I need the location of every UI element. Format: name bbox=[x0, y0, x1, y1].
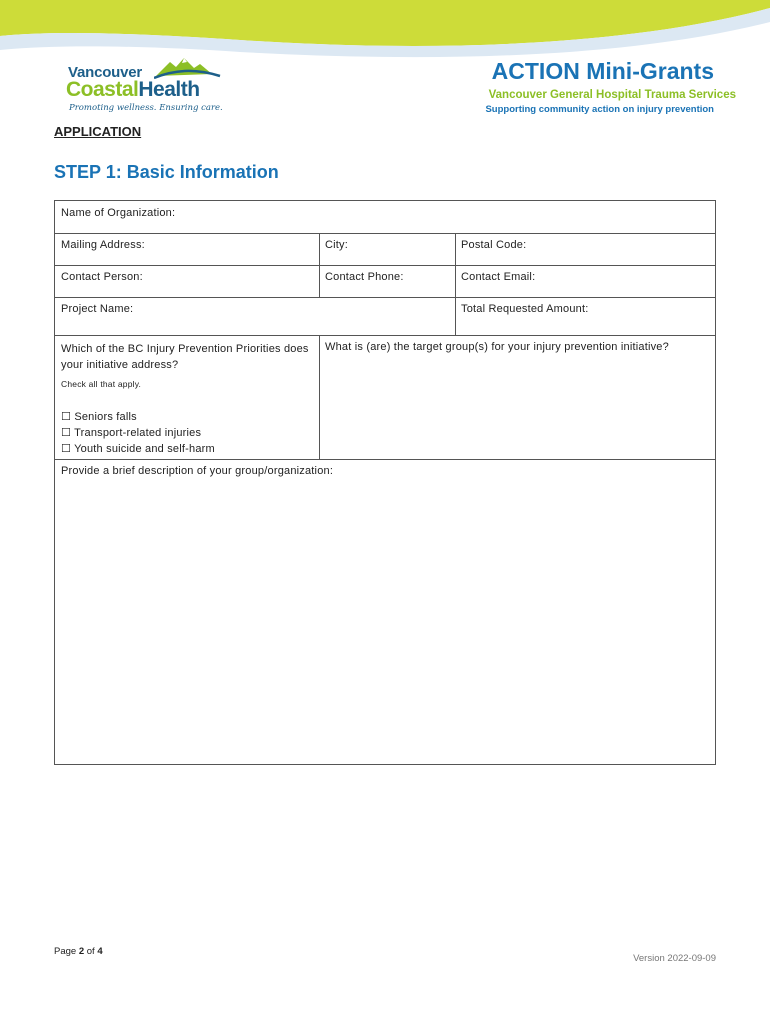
priorities-options bbox=[61, 409, 313, 457]
step-title: STEP 1: Basic Information bbox=[54, 162, 279, 182]
priorities-question: Which of the BC Injury Prevention Priorities does your initiative address? bbox=[61, 343, 309, 371]
logo-line1: Vancouver bbox=[68, 64, 143, 81]
priorities-note: Check all that apply. bbox=[61, 379, 142, 389]
mailing-address-field[interactable]: Mailing Address: bbox=[61, 239, 145, 251]
priority-option-seniors-falls[interactable]: ☐ Seniors falls bbox=[61, 411, 137, 423]
contact-email-field[interactable]: Contact Email: bbox=[461, 271, 536, 283]
vch-logo bbox=[66, 54, 226, 116]
contact-phone-field[interactable]: Contact Phone: bbox=[325, 271, 404, 283]
version-label: Version 2022-09-09 bbox=[633, 953, 716, 964]
total-requested-field[interactable]: Total Requested Amount: bbox=[461, 303, 589, 315]
document-subtitle: Vancouver General Hospital Trauma Services bbox=[488, 89, 736, 101]
checkbox-icon[interactable]: ☐ bbox=[61, 443, 72, 455]
priority-option-youth-suicide[interactable]: ☐ Youth suicide and self-harm bbox=[61, 443, 215, 455]
checkbox-icon[interactable]: ☐ bbox=[61, 427, 72, 439]
section-label: APPLICATION bbox=[54, 124, 142, 139]
logo-tagline: Promoting wellness. Ensuring care. bbox=[69, 103, 223, 113]
priorities-cell bbox=[55, 335, 319, 459]
postal-code-field[interactable]: Postal Code: bbox=[461, 239, 527, 251]
description-field[interactable]: Provide a brief description of your group/organization: bbox=[61, 465, 334, 477]
target-group-field[interactable]: What is (are) the target group(s) for your injury prevention initiative? bbox=[325, 341, 669, 353]
org-name-field[interactable]: Name of Organization: bbox=[61, 207, 176, 219]
city-field[interactable]: City: bbox=[325, 239, 348, 251]
checkbox-icon[interactable]: ☐ bbox=[61, 411, 72, 423]
document-title: ACTION Mini-Grants bbox=[491, 58, 714, 84]
basic-information-form bbox=[54, 200, 716, 765]
document-tagline: Supporting community action on injury prevention bbox=[485, 104, 714, 115]
priority-option-transport-injuries[interactable]: ☐ Transport-related injuries bbox=[61, 427, 202, 439]
page-number: Page 2 of 4 bbox=[54, 946, 103, 957]
contact-person-field[interactable]: Contact Person: bbox=[61, 271, 143, 283]
logo-line2: CoastalHealth bbox=[66, 78, 200, 101]
project-name-field[interactable]: Project Name: bbox=[61, 303, 134, 315]
